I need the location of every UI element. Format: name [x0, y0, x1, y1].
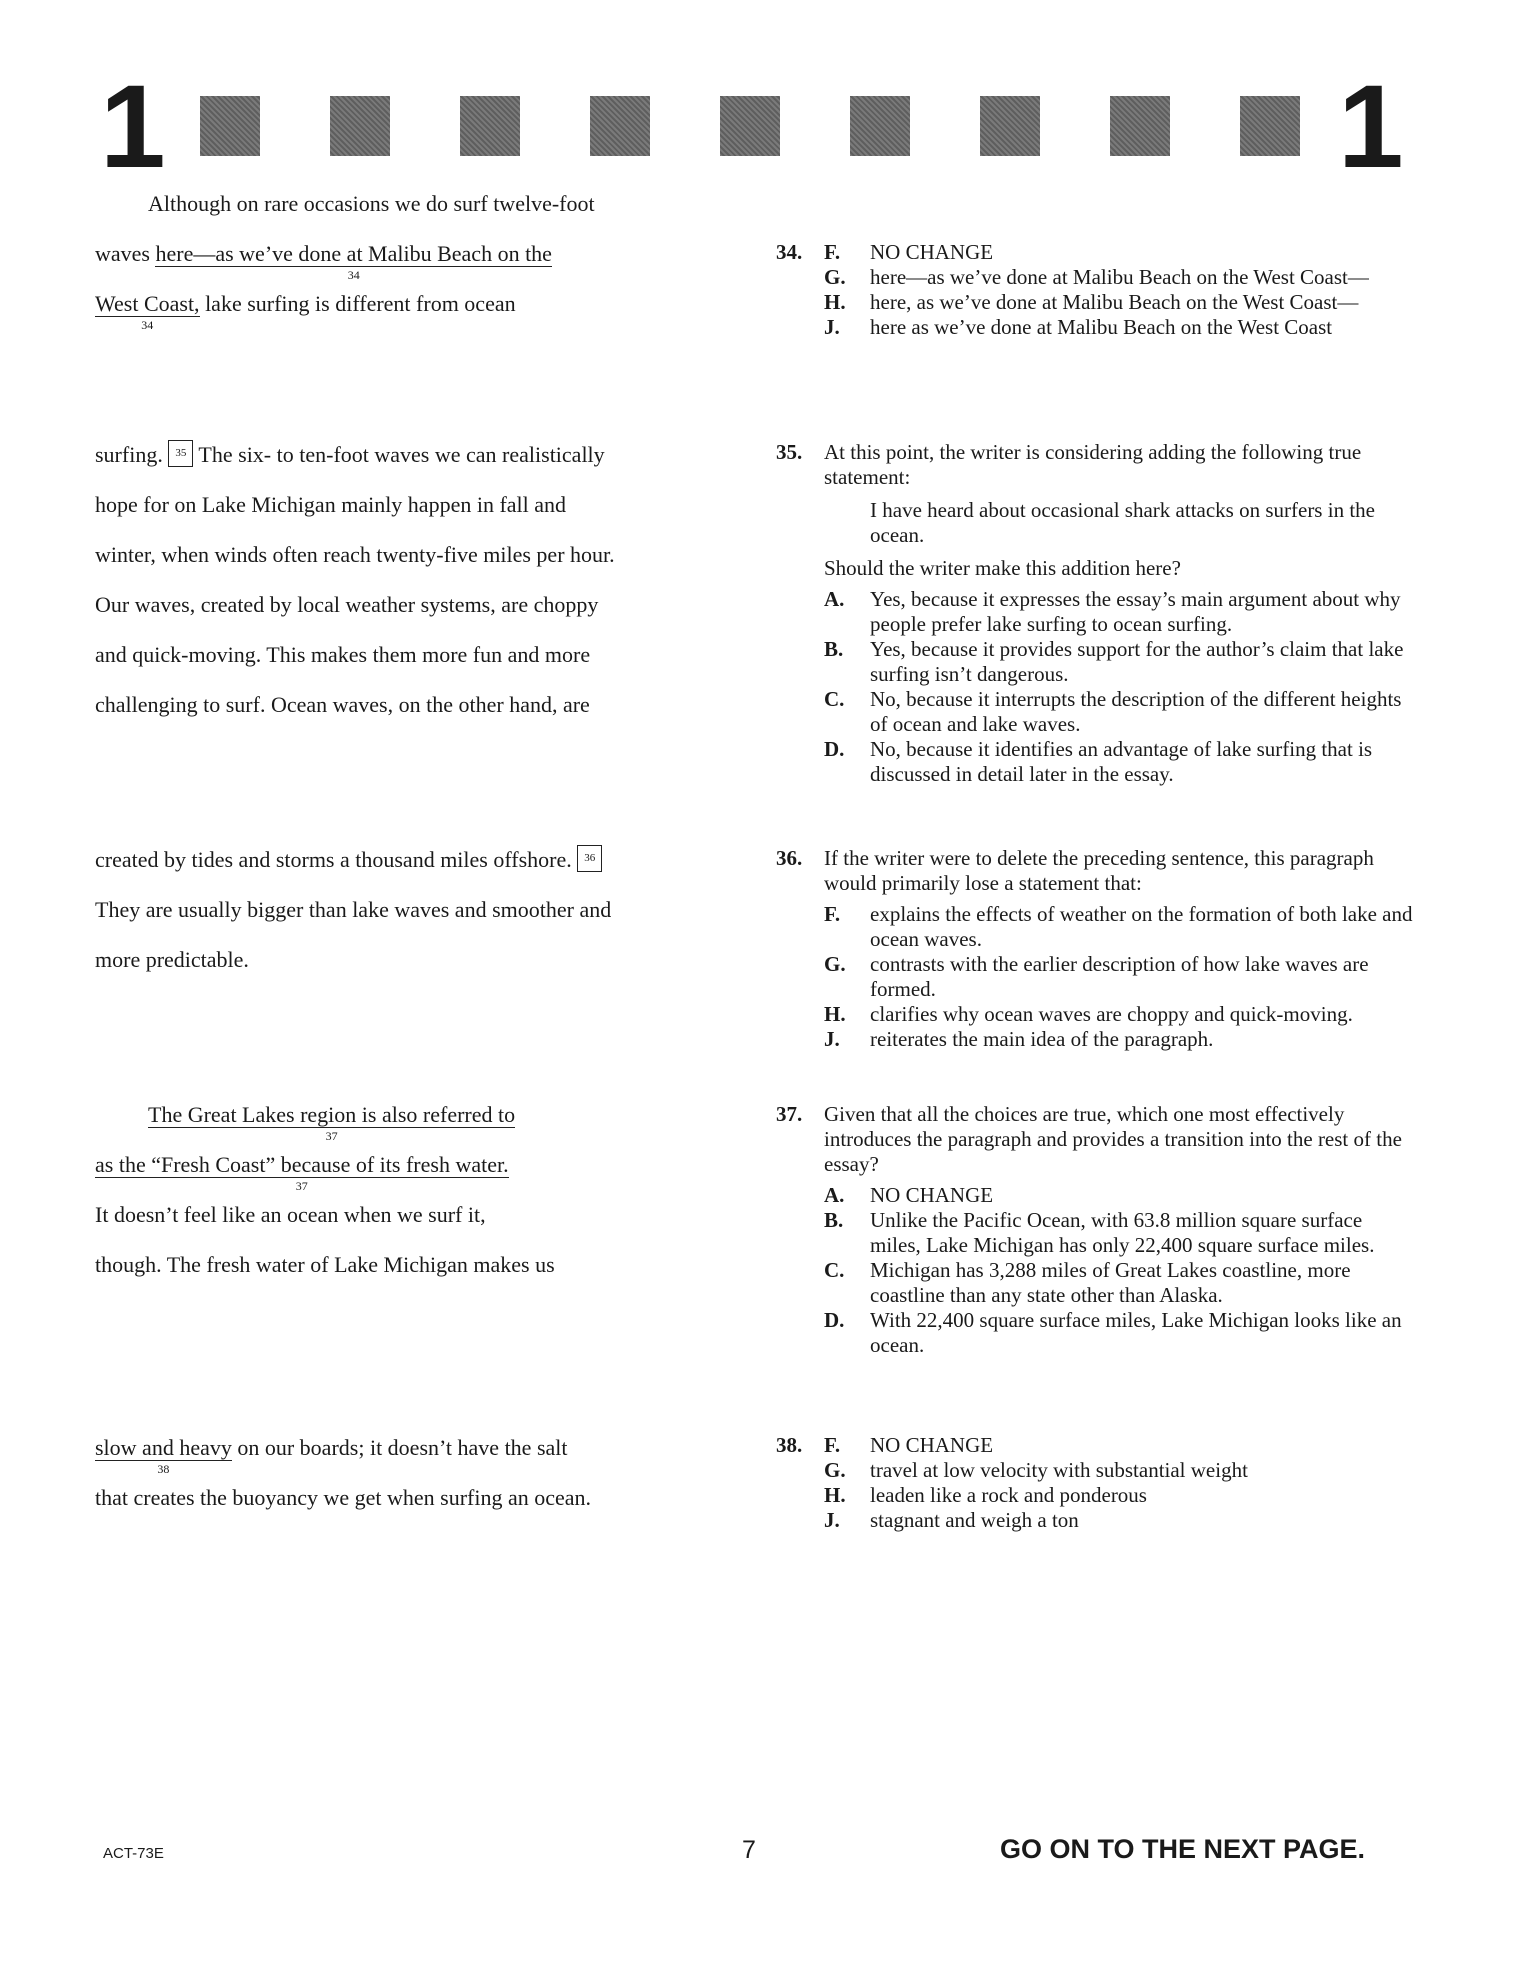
option-text: No, because it identifies an advantage of lake surfing that is discussed in detail later in the essay.	[870, 737, 1373, 786]
passage-text: The six- to ten-foot waves we can realistically	[193, 442, 605, 467]
header-box	[980, 96, 1040, 156]
option-letter: H.	[824, 1002, 846, 1026]
option-letter: A.	[824, 1183, 845, 1207]
answer-option[interactable]	[776, 1433, 1416, 1458]
header-box	[720, 96, 780, 156]
question-ask: Should the writer make this addition here?	[824, 556, 1181, 580]
option-letter: G.	[824, 265, 846, 289]
option-text: travel at low velocity with substantial weight	[870, 1458, 1248, 1482]
answer-option[interactable]	[776, 587, 1416, 637]
quoted-statement: I have heard about occasional shark attacks on surfers in the ocean.	[870, 498, 1375, 547]
question-35	[776, 440, 1416, 787]
answer-option[interactable]	[776, 315, 1416, 340]
header-box	[1110, 96, 1170, 156]
answer-option[interactable]	[776, 1002, 1416, 1027]
passage-line: hope for on Lake Michigan mainly happen in fall and	[95, 492, 567, 517]
question-number: 36.	[776, 846, 803, 870]
passage-line: and quick-moving. This makes them more fun and more	[95, 642, 591, 667]
option-text: No, because it interrupts the description of the different heights of ocean and lake waves.	[870, 687, 1402, 736]
option-text: NO CHANGE	[870, 1433, 994, 1457]
option-text: here, as we’ve done at Malibu Beach on the West Coast—	[870, 290, 1359, 314]
question-36	[776, 846, 1416, 1052]
passage-line: more predictable.	[95, 947, 249, 972]
underlined-text: West Coast,	[95, 291, 200, 316]
question-box-36[interactable]: 36	[577, 845, 602, 872]
option-text: stagnant and weigh a ton	[870, 1508, 1079, 1532]
underlined-text: here—as we’ve done at Malibu Beach on the	[155, 241, 552, 266]
option-letter: G.	[824, 952, 846, 976]
question-37	[776, 1102, 1416, 1358]
underlined-text: The Great Lakes region is also referred to	[148, 1102, 516, 1127]
stem-text: If the writer were to delete the preceding sentence, this paragraph would primarily lose a statement that:	[824, 846, 1374, 895]
passage-line	[95, 241, 552, 282]
stem-text: At this point, the writer is considering adding the following true statement:	[824, 440, 1362, 489]
passage-line: Our waves, created by local weather systems, are choppy	[95, 592, 599, 617]
passage-line	[95, 443, 605, 467]
question-stem	[776, 846, 1416, 896]
question-stem	[776, 440, 1416, 490]
answer-option[interactable]	[776, 1483, 1416, 1508]
option-text: leaden like a rock and ponderous	[870, 1483, 1147, 1507]
option-letter: H.	[824, 1483, 846, 1507]
option-text: Yes, because it provides support for the author’s claim that lake surfing isn’t dangerous.	[870, 637, 1404, 686]
underlined-portion-37[interactable]	[95, 1152, 509, 1193]
option-text: reiterates the main idea of the paragraph.	[870, 1027, 1214, 1051]
answer-option[interactable]	[776, 1458, 1416, 1483]
answer-option[interactable]	[776, 240, 1416, 265]
option-text: Unlike the Pacific Ocean, with 63.8 million square surface miles, Lake Michigan has only 22,400 square surface miles.	[870, 1208, 1375, 1257]
section-number-right: 1	[1338, 61, 1400, 193]
option-letter: F.	[824, 902, 841, 926]
answer-option[interactable]	[776, 737, 1416, 787]
header-box	[1240, 96, 1300, 156]
passage-line	[95, 1435, 568, 1476]
answer-option[interactable]	[776, 952, 1416, 1002]
next-page-notice: GO ON TO THE NEXT PAGE.	[1000, 1834, 1366, 1864]
passage-line: challenging to surf. Ocean waves, on the other hand, are	[95, 692, 590, 717]
stem-text: Given that all the choices are true, which one most effectively introduces the paragraph and provides a transition into the rest of the essay?	[824, 1102, 1402, 1176]
option-letter: F.	[824, 240, 841, 264]
underlined-text: slow and heavy	[95, 1435, 232, 1460]
question-38	[776, 1433, 1416, 1533]
answer-option[interactable]	[776, 1308, 1416, 1358]
option-letter: C.	[824, 687, 845, 711]
passage-line: It doesn’t feel like an ocean when we surf it,	[95, 1202, 486, 1227]
passage-line	[95, 291, 516, 332]
passage-text: created by tides and storms a thousand miles offshore.	[95, 847, 578, 872]
option-text: Yes, because it expresses the essay’s main argument about why people prefer lake surfing to ocean surfing.	[870, 587, 1401, 636]
option-letter: C.	[824, 1258, 845, 1282]
passage-text: surfing.	[95, 442, 169, 467]
answer-option[interactable]	[776, 1183, 1416, 1208]
section-number-left: 1	[100, 61, 162, 193]
passage-line	[148, 1102, 516, 1143]
option-letter: B.	[824, 1208, 844, 1232]
option-letter: J.	[824, 1508, 840, 1532]
passage-line: that creates the buoyancy we get when surfing an ocean.	[95, 1485, 592, 1510]
question-marker-37: 37	[325, 1129, 338, 1143]
question-34	[776, 240, 1416, 340]
header-box	[460, 96, 520, 156]
option-letter: D.	[824, 737, 845, 761]
option-letter: D.	[824, 1308, 845, 1332]
option-text: Michigan has 3,288 miles of Great Lakes coastline, more coastline than any state other than Alaska.	[870, 1258, 1351, 1307]
page-number: 7	[742, 1836, 756, 1864]
option-text: With 22,400 square surface miles, Lake Michigan looks like an ocean.	[870, 1308, 1402, 1357]
option-text: here as we’ve done at Malibu Beach on the West Coast	[870, 315, 1333, 339]
passage-text: on our boards; it doesn’t have the salt	[231, 1435, 568, 1460]
form-code: ACT-73E	[103, 1845, 164, 1862]
answer-option[interactable]	[776, 290, 1416, 315]
answer-option[interactable]	[776, 1027, 1416, 1052]
question-number: 34.	[776, 240, 803, 264]
option-text: explains the effects of weather on the formation of both lake and ocean waves.	[870, 902, 1413, 951]
question-box-35[interactable]: 35	[168, 440, 193, 467]
answer-option[interactable]	[776, 1508, 1416, 1533]
question-marker-34: 34	[141, 318, 154, 332]
passage-line: Although on rare occasions we do surf twelve-foot	[148, 191, 595, 216]
option-text: clarifies why ocean waves are choppy and quick-moving.	[870, 1002, 1353, 1026]
option-text: contrasts with the earlier description of how lake waves are formed.	[870, 952, 1369, 1001]
option-letter: A.	[824, 587, 845, 611]
passage-line	[95, 1152, 509, 1193]
option-text: here—as we’ve done at Malibu Beach on the West Coast—	[870, 265, 1369, 289]
header-box	[590, 96, 650, 156]
passage-text: lake surfing is different from ocean	[199, 291, 516, 316]
underlined-portion-34[interactable]	[155, 241, 552, 282]
option-letter: J.	[824, 315, 840, 339]
option-letter: G.	[824, 1458, 846, 1482]
answer-option[interactable]	[776, 1258, 1416, 1308]
question-number: 35.	[776, 440, 803, 464]
question-number: 38.	[776, 1433, 803, 1457]
underlined-portion-34[interactable]	[95, 291, 200, 332]
option-text: NO CHANGE	[870, 1183, 994, 1207]
passage-line: though. The fresh water of Lake Michigan makes us	[95, 1252, 555, 1277]
option-letter: F.	[824, 1433, 841, 1457]
option-letter: J.	[824, 1027, 840, 1051]
underlined-text: as the “Fresh Coast” because of its fresh water.	[95, 1152, 509, 1177]
question-number: 37.	[776, 1102, 803, 1126]
answer-option[interactable]	[776, 265, 1416, 290]
question-marker-34: 34	[347, 268, 360, 282]
header-box	[850, 96, 910, 156]
passage-line: winter, when winds often reach twenty-five miles per hour.	[95, 542, 615, 567]
answer-option[interactable]	[776, 1208, 1416, 1258]
option-letter: H.	[824, 290, 846, 314]
header-box	[200, 96, 260, 156]
answer-option[interactable]	[776, 637, 1416, 687]
answer-option[interactable]	[776, 687, 1416, 737]
passage-text: waves	[95, 241, 156, 266]
header-box	[330, 96, 390, 156]
option-letter: B.	[824, 637, 844, 661]
underlined-portion-37[interactable]	[148, 1102, 516, 1143]
answer-option[interactable]	[776, 902, 1416, 952]
underlined-portion-38[interactable]	[95, 1435, 232, 1476]
question-stem	[776, 1102, 1416, 1177]
question-marker-37: 37	[295, 1179, 308, 1193]
passage-line	[95, 848, 602, 872]
option-text: NO CHANGE	[870, 240, 994, 264]
passage-line: They are usually bigger than lake waves and smoother and	[95, 897, 612, 922]
question-marker-38: 38	[157, 1462, 170, 1476]
